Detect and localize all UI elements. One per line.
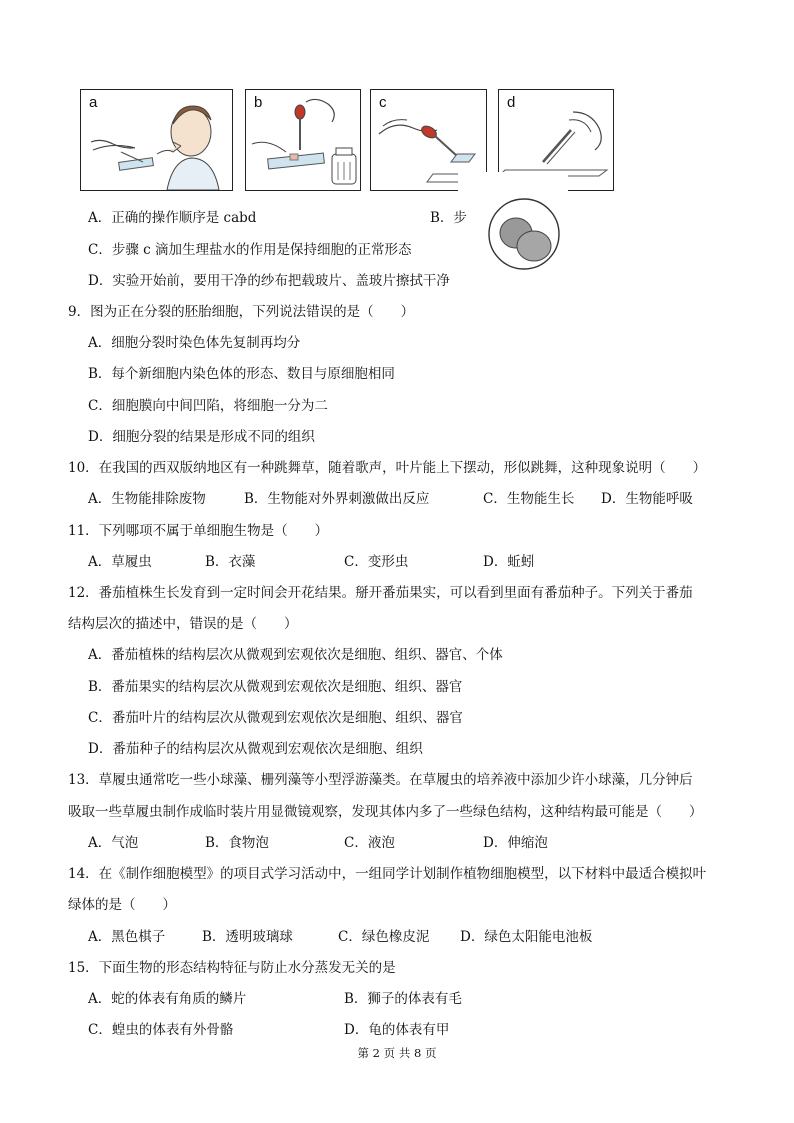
q12-stem-cont: 结构层次的描述中，错误的是（ ） <box>68 616 298 632</box>
page-footer: 第 2 页 共 8 页 <box>357 1046 437 1060</box>
q9-option-b: B．每个新细胞内染色体的形态、数目与原细胞相同 <box>88 366 395 382</box>
q12-stem: 12．番茄植株生长发育到一定时间会开花结果。掰开番茄果实，可以看到里面有番茄种子。下列关于番茄 <box>68 585 693 601</box>
q14-option-d: D．绿色太阳能电池板 <box>460 929 593 945</box>
q11-option-a: A．草履虫 <box>88 554 152 570</box>
q13-stem-cont: 吸取一些草履虫制作成临时装片用显微镜观察，发现其体内多了一些绿色结构，这种结构最可能是（ ） <box>68 804 703 820</box>
figure-label: a <box>89 94 98 111</box>
q8-option-b: B．步 <box>430 210 467 226</box>
q13-option-a: A．气泡 <box>88 835 139 851</box>
q12-option-c: C．番茄叶片的结构层次从微观到宏观依次是细胞、组织、器官 <box>88 710 463 726</box>
q15-option-b: B．狮子的体表有毛 <box>344 991 462 1007</box>
q12-option-a: A．番茄植株的结构层次从微观到宏观依次是细胞、组织、器官、个体 <box>88 647 503 663</box>
q11-stem: 11．下列哪项不属于单细胞生物是（ ） <box>68 523 329 539</box>
q10-option-d: D．生物能呼吸 <box>601 491 693 507</box>
q15-option-a: A．蛇的体表有角质的鳞片 <box>88 991 247 1007</box>
figure-label: c <box>379 94 387 111</box>
q14-option-c: C．绿色橡皮泥 <box>338 929 430 945</box>
figure-a <box>80 89 233 191</box>
q11-option-d: D．蚯蚓 <box>483 554 535 570</box>
q14-option-b: B．透明玻璃球 <box>202 929 293 945</box>
q10-option-c: C．生物能生长 <box>483 491 575 507</box>
q14-stem: 14．在《制作细胞模型》的项目式学习活动中，一组同学计划制作植物细胞模型，以下材料中最适合模拟叶 <box>68 866 707 882</box>
q13-option-d: D．伸缩泡 <box>483 835 548 851</box>
q12-option-b: B．番茄果实的结构层次从微观到宏观依次是细胞、组织、器官 <box>88 679 463 695</box>
q11-option-c: C．变形虫 <box>344 554 409 570</box>
q13-option-c: C．液泡 <box>344 835 395 851</box>
q12-option-d: D．番茄种子的结构层次从微观到宏观依次是细胞、组织 <box>88 741 423 757</box>
q15-option-c: C．蝗虫的体表有外骨骼 <box>88 1022 234 1038</box>
q8-option-c: C．步骤 c 滴加生理盐水的作用是保持细胞的正常形态 <box>88 242 412 258</box>
q8-option-a: A．正确的操作顺序是 cabd <box>88 210 257 226</box>
dividing-cell-figure <box>486 194 562 272</box>
q10-stem: 10．在我国的西双版纳地区有一种跳舞草，随着歌声，叶片能上下摆动，形似跳舞，这种现象说明（ ） <box>68 460 707 476</box>
q9-stem: 9．图为正在分裂的胚胎细胞，下列说法错误的是（ ） <box>68 304 415 320</box>
dropper-illustration <box>246 90 360 190</box>
q9-option-c: C．细胞膜向中间凹陷，将细胞一分为二 <box>88 398 328 414</box>
q11-option-b: B．衣藻 <box>205 554 256 570</box>
figure-b <box>245 89 361 191</box>
figure-label: b <box>254 94 263 111</box>
q15-stem: 15．下面生物的形态结构特征与防止水分蒸发无关的是 <box>68 960 396 976</box>
q14-stem-cont: 绿体的是（ ） <box>68 897 176 913</box>
q9-option-d: D．细胞分裂的结果是形成不同的组织 <box>88 429 315 445</box>
q10-option-a: A．生物能排除废物 <box>88 491 206 507</box>
cheek-swab-illustration <box>81 90 231 190</box>
figure-label: d <box>507 94 516 111</box>
q14-option-a: A．黑色棋子 <box>88 929 166 945</box>
q13-option-b: B．食物泡 <box>205 835 269 851</box>
q9-option-a: A．细胞分裂时染色体先复制再均分 <box>88 335 301 351</box>
q10-option-b: B．生物能对外界刺激做出反应 <box>244 491 430 507</box>
q8-option-d: D．实验开始前，要用干净的纱布把载玻片、盖玻片擦拭干净 <box>88 273 450 289</box>
q15-option-d: D．龟的体表有甲 <box>344 1022 450 1038</box>
q13-stem: 13．草履虫通常吃一些小球藻、栅列藻等小型浮游藻类。在草履虫的培养液中添加少许小球藻，几分钟后 <box>68 772 693 788</box>
